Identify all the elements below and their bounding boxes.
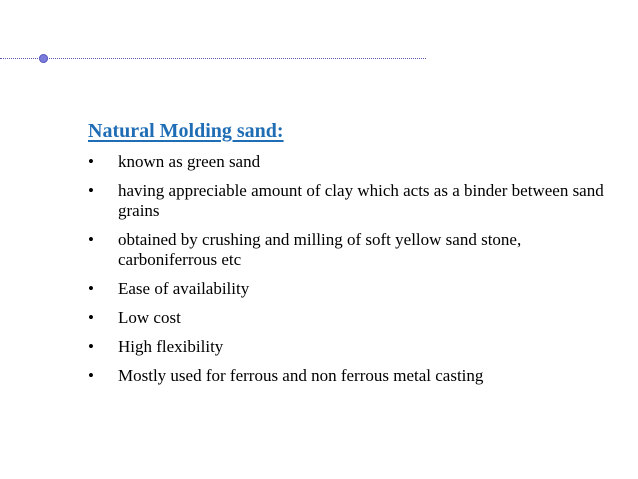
header-divider-line: [0, 58, 426, 59]
bullet-text: having appreciable amount of clay which acts as a binder between sand grains: [118, 181, 604, 220]
bullet-text: Mostly used for ferrous and non ferrous metal casting: [118, 366, 484, 385]
bullet-point-icon: •: [88, 308, 94, 327]
bullet-text: High flexibility: [118, 337, 224, 356]
bullet-point-icon: •: [88, 152, 94, 171]
bullet-point-icon: •: [88, 337, 94, 356]
bullet-point-icon: •: [88, 181, 94, 200]
bullet-item: [88, 308, 608, 328]
bullet-point-icon: •: [88, 230, 94, 249]
bullet-item: [88, 181, 608, 221]
bullet-item: [88, 366, 608, 386]
divider-dot-icon: [39, 54, 48, 63]
bullet-point-icon: •: [88, 366, 94, 385]
bullet-item: [88, 152, 608, 172]
bullet-item: [88, 279, 608, 299]
bullet-text: Ease of availability: [118, 279, 250, 298]
slide-title: Natural Molding sand:: [88, 120, 284, 142]
bullet-text: obtained by crushing and milling of soft yellow sand stone, carboniferrous etc: [118, 230, 522, 269]
bullet-text: known as green sand: [118, 152, 261, 171]
bullet-point-icon: •: [88, 279, 94, 298]
bullet-item: [88, 337, 608, 357]
bullet-text: Low cost: [118, 308, 181, 327]
bullet-list: [88, 152, 608, 395]
bullet-item: [88, 230, 608, 270]
